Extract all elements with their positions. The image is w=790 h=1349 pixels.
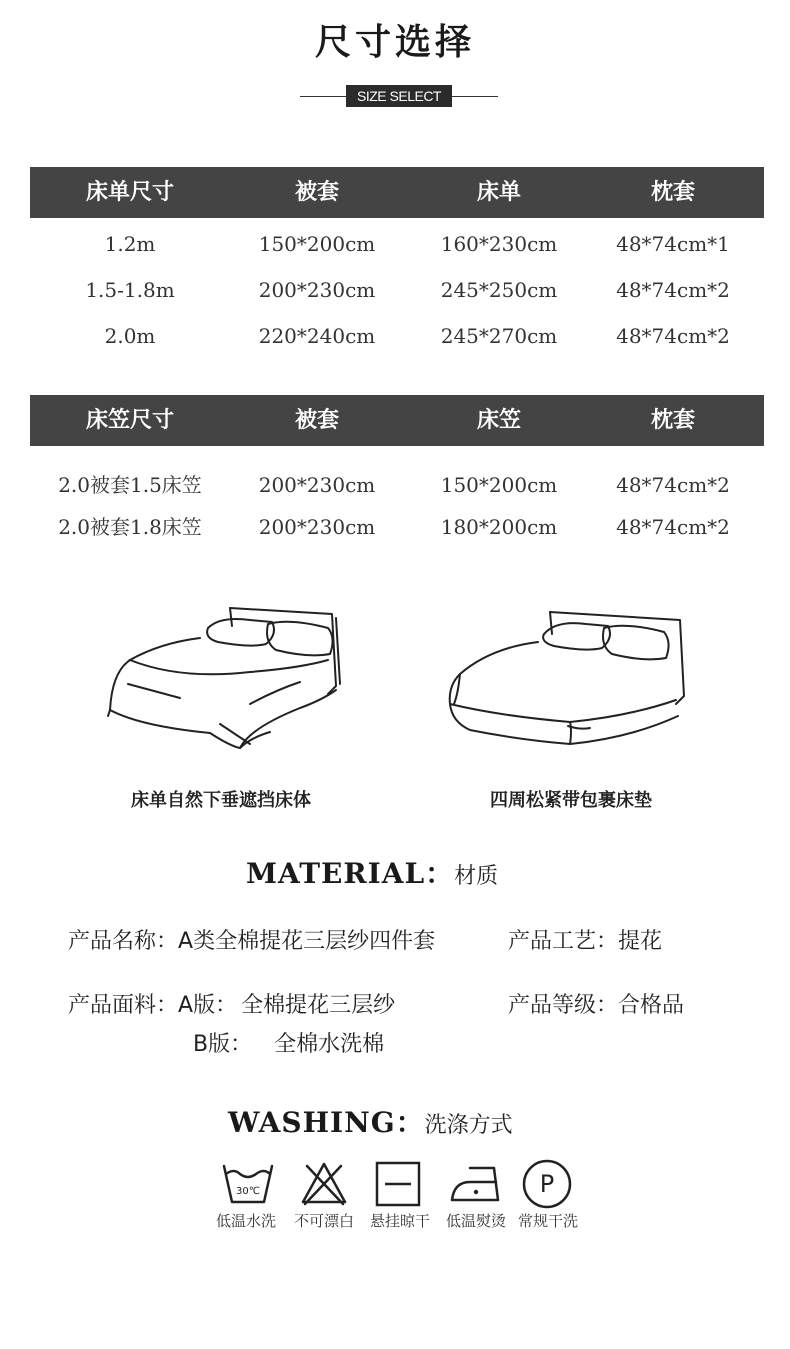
header-cell: 床单尺寸 [85, 180, 174, 205]
page-title: 尺寸选择 [314, 22, 475, 63]
table-cell: 160*230cm [440, 232, 558, 256]
table-row [30, 316, 764, 356]
size-select-banner [300, 84, 498, 110]
table-cell: 48*74cm*1 [616, 232, 730, 256]
fabric-b-line [193, 1027, 384, 1058]
dry-clean-icon [521, 1158, 575, 1210]
fitted-sheet-caption: 四周松紧带包裹床垫 [490, 790, 652, 811]
no-bleach-icon [299, 1160, 349, 1208]
table-row [30, 507, 764, 547]
table-row [30, 465, 764, 505]
table-cell: 2.0被套1.5床笠 [58, 473, 202, 497]
fabric-a-value: 全棉提花三层纱 [241, 993, 396, 1018]
washing-heading: WASHING： [228, 1106, 425, 1139]
table-row [30, 224, 764, 264]
divider [452, 96, 498, 97]
material-heading-row [246, 852, 498, 892]
wash-temp-text: 30℃ [236, 1186, 260, 1197]
product-name-label: 产品名称： [68, 929, 179, 954]
header-cell: 被套 [294, 180, 339, 205]
flat-sheet-bed-illustration [100, 598, 345, 763]
table-cell: 245*250cm [440, 278, 558, 302]
product-craft-line [508, 924, 662, 955]
wash-label-no-bleach: 不可漂白 [293, 1212, 354, 1230]
table-cell: 150*200cm [440, 473, 558, 497]
product-grade-line [508, 988, 684, 1019]
table-cell: 1.5-1.8m [85, 278, 175, 302]
table-cell: 200*230cm [258, 515, 376, 539]
wash-label-low-temp-wash: 低温水洗 [215, 1212, 276, 1230]
fabric-a-label: A版： [178, 993, 238, 1018]
table-cell: 245*270cm [440, 324, 558, 348]
product-craft-label: 产品工艺： [508, 929, 619, 954]
fitted-sheet-bed-illustration [440, 604, 690, 759]
table-cell: 2.0被套1.8床笠 [58, 515, 202, 539]
product-name-value: A类全棉提花三层纱四件套 [178, 929, 436, 954]
washing-heading-row [228, 1101, 513, 1141]
header-cell: 枕套 [650, 408, 695, 433]
wash-label-low-temp-iron: 低温熨烫 [445, 1212, 506, 1230]
header-cell: 枕套 [650, 180, 695, 205]
hang-dry-icon [373, 1160, 423, 1208]
product-grade-value: 合格品 [618, 993, 685, 1018]
table-cell: 2.0m [104, 324, 156, 348]
table-cell: 1.2m [104, 232, 156, 256]
dry-clean-symbol: P [539, 1170, 555, 1198]
table-cell: 150*200cm [258, 232, 376, 256]
product-craft-value: 提花 [618, 929, 663, 954]
header-cell: 被套 [294, 408, 339, 433]
table-cell: 48*74cm*2 [616, 473, 730, 497]
wash-label-hang-dry: 悬挂晾干 [369, 1212, 430, 1230]
sheet-table-header [30, 167, 764, 218]
wash-label-dry-clean: 常规干洗 [517, 1212, 578, 1230]
washing-subheading: 洗涤方式 [424, 1113, 513, 1138]
size-select-tag: SIZE SELECT [346, 85, 452, 107]
divider [300, 96, 346, 97]
product-fabric-label: 产品面料： [68, 993, 179, 1018]
low-temp-wash-icon [220, 1160, 276, 1208]
table-cell: 48*74cm*2 [616, 324, 730, 348]
table-cell: 180*200cm [440, 515, 558, 539]
product-grade-label: 产品等级： [508, 993, 619, 1018]
header-cell: 床笠尺寸 [85, 408, 174, 433]
flat-sheet-caption: 床单自然下垂遮挡床体 [131, 790, 311, 811]
header-cell: 床笠 [476, 408, 521, 433]
table-cell: 48*74cm*2 [616, 515, 730, 539]
fitted-table-header [30, 395, 764, 446]
table-cell: 220*240cm [258, 324, 376, 348]
header-cell: 床单 [476, 180, 521, 205]
material-heading: MATERIAL： [246, 857, 455, 890]
product-name-line [68, 924, 435, 955]
fabric-b-label: B版： [193, 1032, 253, 1057]
table-cell: 200*230cm [258, 473, 376, 497]
table-cell: 200*230cm [258, 278, 376, 302]
low-temp-iron-icon [448, 1160, 504, 1208]
table-cell: 48*74cm*2 [616, 278, 730, 302]
table-row [30, 270, 764, 310]
fabric-b-value: 全棉水洗棉 [274, 1032, 385, 1057]
product-fabric-line [68, 988, 395, 1019]
material-subheading: 材质 [454, 864, 499, 889]
